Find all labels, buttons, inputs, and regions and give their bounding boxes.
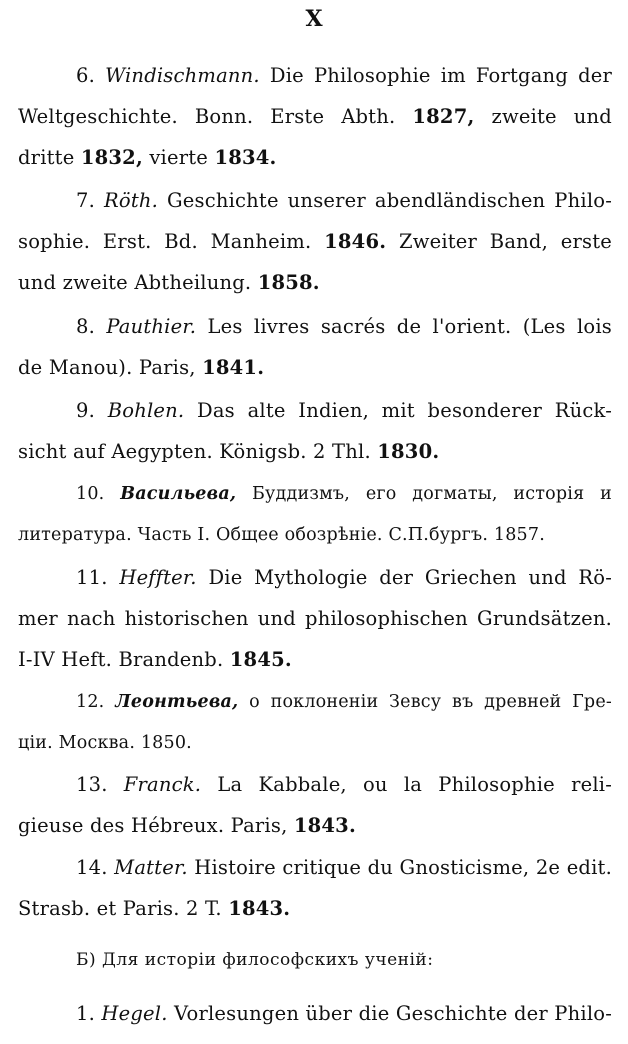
entry-author: Windischmann. <box>105 64 260 87</box>
entry-text: de Manou). Paris, <box>18 356 196 379</box>
entry-text: mer nach historischen und philosophischen Grundsätzen. <box>18 607 612 630</box>
entry-year: 1843. <box>228 897 291 920</box>
entry-year: 1834. <box>214 146 277 169</box>
entry-year: 1830. <box>377 440 440 463</box>
bibliography-entry-11 <box>18 557 612 680</box>
entry-text: Vorlesungen über die Geschichte der Philo- <box>174 1002 612 1025</box>
bibliography-entry-7 <box>18 180 612 303</box>
entry-author: Röth. <box>104 189 159 212</box>
entry-number: 1. <box>76 1002 96 1025</box>
entry-year: 1832, <box>80 146 143 169</box>
entry-text: о поклоненіи Зевсу въ древней Гре- <box>249 692 613 712</box>
entry-text: Die Mythologie der Griechen und Rö- <box>208 566 613 589</box>
entry-text: Geschichte unserer abendländischen Philo- <box>167 189 612 212</box>
entry-text: sophie. Erst. Bd. Manheim. <box>18 230 312 253</box>
bibliography-entry-10 <box>18 474 612 556</box>
entry-text: gieuse des Hébreux. Paris, <box>18 814 288 837</box>
entry-text: ціи. Москва. 1850. <box>18 733 192 753</box>
entry-year: 1841. <box>202 356 265 379</box>
entry-author: Леонтьева, <box>115 692 239 712</box>
entry-text: I-IV Heft. Brandenb. <box>18 648 224 671</box>
entry-text: zweite und <box>491 105 612 128</box>
entry-number: 10. <box>76 484 105 504</box>
entry-author: Franck. <box>123 773 202 796</box>
entry-text: Буддизмъ, его догматы, исторія и <box>251 484 612 504</box>
entry-text: dritte <box>18 146 75 169</box>
entry-author: Matter. <box>114 856 188 879</box>
entry-text: sicht auf Aegypten. Königsb. 2 Thl. <box>18 440 371 463</box>
entry-number: 13. <box>76 773 108 796</box>
page-folio: X <box>305 6 323 32</box>
entry-number: 7. <box>76 189 96 212</box>
entry-year: 1858. <box>257 271 320 294</box>
entry-text: Zweiter Band, erste <box>398 230 612 253</box>
entry-number: 8. <box>76 315 96 338</box>
bibliography-entry-9 <box>18 390 612 472</box>
entry-year: 1846. <box>324 230 387 253</box>
bibliography-entry-8 <box>18 306 612 388</box>
entry-author: Pauthier. <box>106 315 197 338</box>
entry-text: Weltgeschichte. Bonn. Erste Abth. <box>18 105 396 128</box>
entry-text: vierte <box>149 146 209 169</box>
entry-text: und zweite Abtheilung. <box>18 271 252 294</box>
entry-text: La Kabbale, ou la Philosophie reli- <box>217 773 613 796</box>
bibliography-entry-12 <box>18 682 612 764</box>
entry-author: Heffter. <box>119 566 197 589</box>
entry-year: 1827, <box>412 105 475 128</box>
entry-number: 11. <box>76 566 108 589</box>
entry-text: Die Philosophie im Fortgang der <box>269 64 613 87</box>
entry-text: Les livres sacrés de l'orient. (Les lois <box>207 315 612 338</box>
entry-number: 6. <box>76 64 96 87</box>
entry-number: 12. <box>76 692 105 712</box>
entry-author: Васильева, <box>120 484 237 504</box>
bibliography-entry-14 <box>18 847 612 929</box>
bibliography-entry-1 <box>18 993 612 1034</box>
section-heading: Б) Для исторіи философскихъ ученій: <box>76 950 434 970</box>
entry-text: литература. Часть I. Общее обозрѣніе. С.П.бургъ. 1857. <box>18 525 545 545</box>
entry-number: 9. <box>76 399 96 422</box>
entry-text: Das alte Indien, mit besonderer Rück- <box>197 399 612 422</box>
entry-text: Strasb. et Paris. 2 T. <box>18 897 222 920</box>
entry-text: Histoire critique du Gnosticisme, 2e edit. <box>194 856 612 879</box>
bibliography-entry-13 <box>18 764 612 846</box>
entry-number: 14. <box>76 856 108 879</box>
entry-author: Bohlen. <box>107 399 185 422</box>
entry-year: 1843. <box>293 814 356 837</box>
entry-author: Hegel. <box>101 1002 168 1025</box>
entry-year: 1845. <box>229 648 292 671</box>
bibliography-entry-6 <box>18 55 612 178</box>
